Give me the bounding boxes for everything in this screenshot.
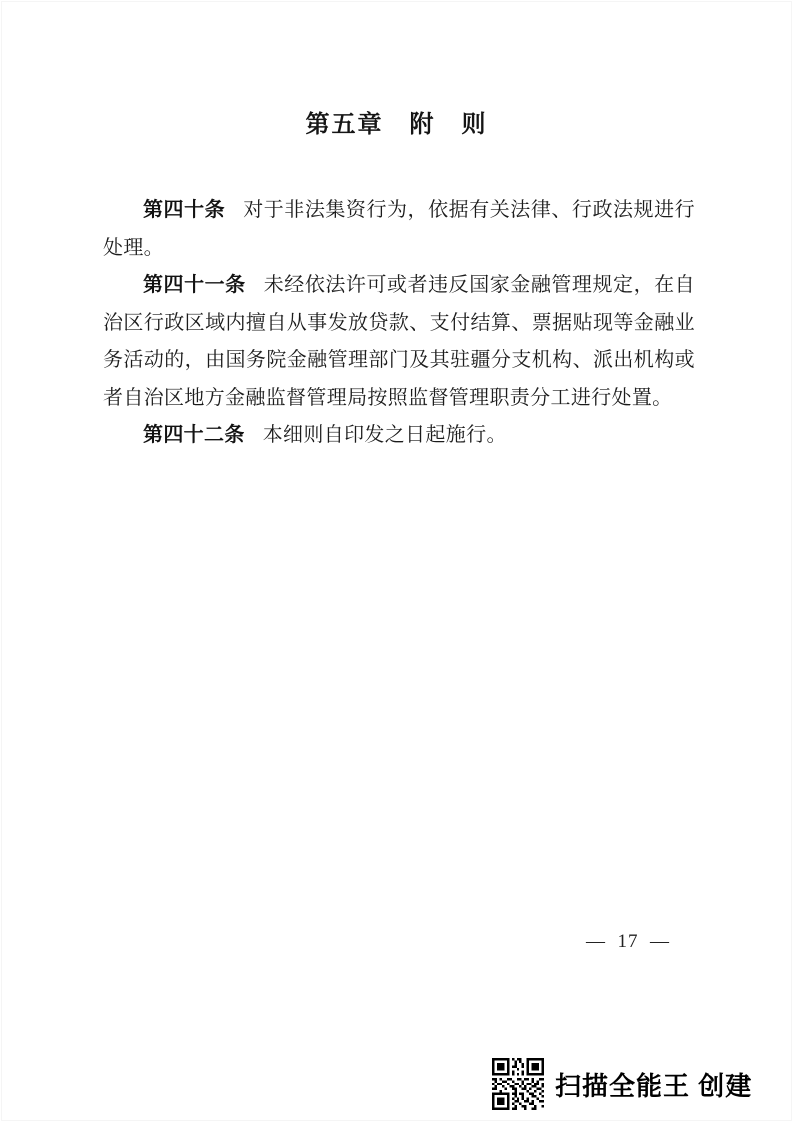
article-paragraph xyxy=(103,417,695,455)
page-number: — 17 — xyxy=(586,931,670,952)
document-body xyxy=(103,192,695,455)
article-paragraph xyxy=(103,267,695,417)
scanner-watermark-label: 扫描全能王 创建 xyxy=(555,1070,753,1101)
chapter-heading: 第五章 附 则 xyxy=(305,111,488,138)
article-text: 未经依法许可或者违反国家金融管理规定，在自治区行政区域内擅自从事发放贷款、支付结算、票据贴现等金融业务活动的，由国务院金融管理部门及其驻疆分支机构、派出机构或者自治区地方金融监督管理局按照监督管理职责分工进行处置。 xyxy=(103,274,695,409)
article-text: 对于非法集资行为，依据有关法律、行政法规进行处理。 xyxy=(103,199,695,259)
article-paragraph xyxy=(103,192,695,267)
article-text: 本细则自印发之日起施行。 xyxy=(262,424,507,446)
article-number: 第四十二条 xyxy=(143,424,245,446)
qrcode-icon xyxy=(492,1058,544,1110)
article-number: 第四十条 xyxy=(143,199,226,221)
article-number: 第四十一条 xyxy=(143,274,246,296)
scanner-watermark xyxy=(492,1057,752,1111)
